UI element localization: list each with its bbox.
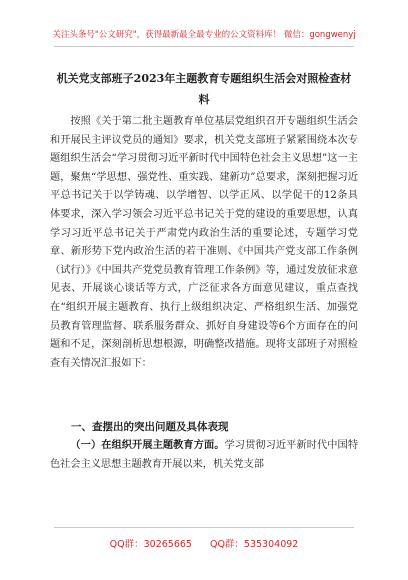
section-heading: 一、查摆出的突出问题及具体表现 — [71, 421, 229, 433]
subsection-text: 学习贯彻习近平新时代中国特色社会主义思想主题教育开展以来，机关党支部 — [50, 440, 359, 470]
subsection-paragraph — [50, 436, 358, 474]
subsection-heading: （一）在组织开展主题教育方面。 — [70, 439, 225, 451]
document-title: 机关党支部班子2023年主题教育专题组织生活会对照检查材料 — [56, 72, 352, 106]
footer-qq-group-1: QQ群：30265665 — [109, 539, 192, 550]
footer-divider — [54, 527, 354, 528]
header-divider — [54, 46, 354, 47]
footer-qq-group-2: QQ群：535304092 — [209, 539, 299, 550]
subsection — [50, 436, 358, 474]
document-body — [50, 113, 358, 373]
header-note: 关注头条号"公文研究"，获得最新最全最专业的公文资料库！ 微信：gongwenyj — [52, 30, 356, 40]
intro-paragraph: 按照《关于第二批主题教育单位基层党组织召开专题组织生活会和开展民主评议党员的通知》要求，机关党支部班子紧紧围绕本次专题组织生活会“学习贯彻习近平新时代中国特色社会主义思想”这一主题，聚焦“学思想、强党性、重实践、建新功”总要求，深刻把握习近平总书记关于以学铸魂、以学增智、以学正风、以学促干的12条具体要求，深入学习领会习近平总书记关于党的建设的重要思想，认真学习习近平总书记关于严肃党内政治生活的重要论述，专题学习党章、新形势下党内政治生活的若干准则、《中国共产党支部工作条例（试行）》《中国共产党党员教育管理工作条例》等，通过发放征求意见表、开展谈心谈话等方式，广泛征求各方面意见建议，重点查找在“组织开展主题教育、执行上级组织决定、严格组织生活、加强党员教育管理监督、联系服务群众、抓好自身建设等6个方面存在的问题和不足，深刻剖析思想根源，明确整改措施。现将支部班子对照检查有关情况汇报如下： — [50, 116, 358, 369]
footer — [0, 536, 408, 550]
